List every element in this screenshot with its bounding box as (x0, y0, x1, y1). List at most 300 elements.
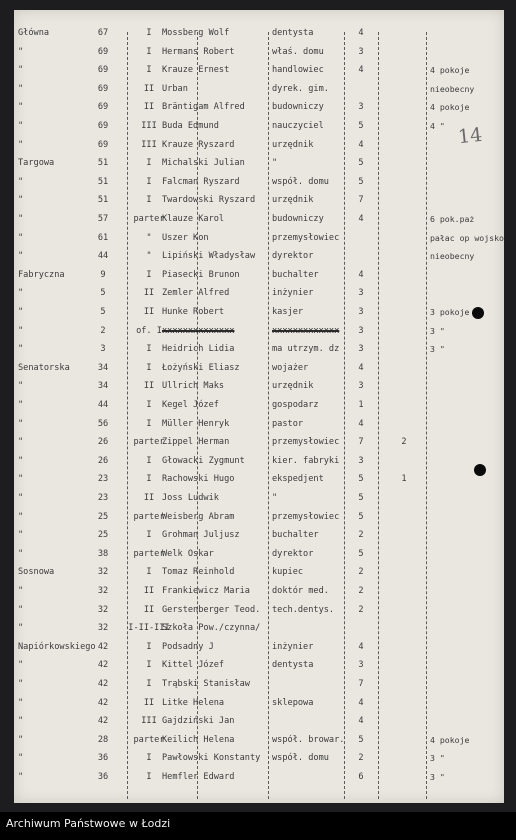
floor-cell: I (146, 772, 152, 782)
table-row (14, 396, 504, 415)
note-cell: 4 pokoje (430, 65, 470, 76)
floor-cell: parter (133, 214, 165, 224)
table-row (14, 675, 504, 694)
resident-name-cell: Kittel Józef (162, 660, 225, 671)
house-number-cell: 5 (100, 288, 106, 299)
floor-cell: II (143, 697, 155, 708)
floor-cell: I (146, 567, 152, 578)
persons-count-cell: 6 (358, 772, 364, 782)
house-number-cell: 36 (97, 772, 109, 782)
note-cell: pałac op wojsko (430, 232, 504, 243)
persons-count-cell: 3 (358, 307, 364, 317)
table-row (14, 377, 504, 396)
street-cell: Senatorska (18, 362, 70, 373)
floor-cell: parter (133, 437, 165, 448)
table-row (14, 545, 504, 564)
persons-count-cell: 5 (358, 121, 364, 131)
resident-name-cell: Ullrich Maks (162, 381, 225, 392)
occupation-cell: dentysta (272, 28, 314, 38)
table-row (14, 61, 504, 80)
street-cell: Sosnowa (18, 567, 55, 578)
floor-cell: III (141, 139, 157, 150)
house-number-cell: 69 (97, 65, 109, 76)
table-row (14, 489, 504, 508)
resident-name-cell: Piasecki Brunon (162, 269, 240, 280)
occupation-cell: xxxxxxxxxxxxx (272, 325, 340, 336)
resident-name-cell: Urban (162, 83, 188, 94)
occupation-cell: współ. domu (272, 753, 329, 764)
street-cell: " (18, 102, 24, 113)
resident-name-cell: Hemfler Edward (162, 772, 235, 782)
persons-count-cell: 3 (358, 102, 364, 113)
street-cell: " (18, 493, 24, 503)
floor-cell: II (143, 307, 155, 317)
persons-count-cell: 5 (358, 511, 364, 522)
note-cell: 3 " (430, 344, 445, 355)
occupation-cell: gospodarz (272, 400, 319, 410)
house-number-cell: 67 (97, 28, 109, 38)
house-number-cell: 2 (100, 325, 106, 336)
occupation-cell: budowniczy (272, 214, 324, 224)
house-number-cell: 26 (97, 455, 109, 466)
floor-cell: I (146, 362, 152, 373)
street-cell: Napiórkowskiego (18, 641, 96, 652)
resident-name-cell: Falcman Ryszard (162, 176, 240, 187)
floor-cell: I (146, 400, 152, 410)
house-number-cell: 51 (97, 158, 109, 169)
occupation-cell: dyrektor (272, 251, 314, 262)
persons-count-cell: 5 (358, 176, 364, 187)
persons-count-cell: 7 (358, 437, 364, 448)
street-cell: " (18, 734, 24, 745)
table-row (14, 117, 504, 136)
persons-count-cell: 1 (358, 400, 364, 410)
table-row (14, 24, 504, 43)
resident-name-cell: Twardowski Ryszard (162, 195, 256, 206)
persons-count-cell: 4 (358, 214, 364, 224)
occupation-cell: dentysta (272, 660, 314, 671)
table-row (14, 731, 504, 750)
table-row (14, 638, 504, 657)
table-row (14, 601, 504, 620)
street-cell: " (18, 586, 24, 596)
house-number-cell: 26 (97, 437, 109, 448)
house-number-cell: 57 (97, 214, 109, 224)
occupation-cell: ekspedjent (272, 474, 324, 485)
house-number-cell: 69 (97, 46, 109, 57)
table-row (14, 266, 504, 285)
occupation-cell: kasjer (272, 307, 304, 317)
note-cell: 3 pokoje (430, 307, 470, 317)
persons-count-cell: 5 (358, 734, 364, 745)
resident-name-cell: Głowacki Zygmunt (162, 455, 245, 466)
extra-count-cell: 2 (401, 437, 407, 448)
floor-cell: parter (133, 511, 165, 522)
occupation-cell: przemysłowiec (272, 232, 340, 243)
street-cell: " (18, 474, 24, 485)
street-cell: " (18, 623, 24, 634)
street-cell: " (18, 121, 24, 131)
persons-count-cell: 3 (358, 381, 364, 392)
table-row (14, 508, 504, 527)
persons-count-cell: 2 (358, 604, 364, 615)
note-cell: 4 " (430, 121, 445, 131)
street-cell: Targowa (18, 158, 55, 169)
occupation-cell: urzędnik (272, 381, 314, 392)
occupation-cell: przemysłowiec (272, 437, 340, 448)
table-row (14, 749, 504, 768)
persons-count-cell: 2 (358, 753, 364, 764)
house-number-cell: 61 (97, 232, 109, 243)
floor-cell: II (143, 102, 155, 113)
house-number-cell: 25 (97, 511, 109, 522)
persons-count-cell: 3 (358, 46, 364, 57)
house-number-cell: 23 (97, 474, 109, 485)
resident-name-cell: Gajdziński Jan (162, 716, 235, 727)
table-row (14, 470, 504, 489)
resident-name-cell: Welk Oskar (162, 548, 214, 559)
persons-count-cell: 4 (358, 641, 364, 652)
floor-cell: parter (133, 548, 165, 559)
house-number-cell: 9 (100, 269, 106, 280)
resident-name-cell: Weisberg Abram (162, 511, 235, 522)
house-number-cell: 51 (97, 176, 109, 187)
table-row (14, 694, 504, 713)
resident-name-cell: Tomaz Reinhold (162, 567, 235, 578)
table-row (14, 415, 504, 434)
occupation-cell: wojażer (272, 362, 309, 373)
persons-count-cell: 3 (358, 455, 364, 466)
extra-count-cell: 1 (401, 474, 407, 485)
resident-name-cell: Klauze Karol (162, 214, 225, 224)
resident-name-cell: Szkoła Pow./czynna/ (162, 623, 261, 634)
occupation-cell: dyrek. gim. (272, 83, 329, 94)
table-row (14, 433, 504, 452)
resident-name-cell: Müller Henryk (162, 418, 230, 429)
occupation-cell: współ. domu (272, 176, 329, 187)
persons-count-cell: 2 (358, 530, 364, 541)
occupation-cell: inżynier (272, 288, 314, 299)
resident-name-cell: Podsadny J (162, 641, 214, 652)
floor-cell: parter (133, 734, 165, 745)
street-cell: " (18, 660, 24, 671)
street-cell: " (18, 697, 24, 708)
persons-count-cell: 4 (358, 139, 364, 150)
persons-count-cell: 3 (358, 325, 364, 336)
persons-count-cell: 2 (358, 586, 364, 596)
floor-cell: III (141, 716, 157, 727)
street-cell: " (18, 176, 24, 187)
occupation-cell: buchalter (272, 530, 319, 541)
floor-cell: I (146, 660, 152, 671)
house-number-cell: 42 (97, 641, 109, 652)
resident-name-cell: Hermans Robert (162, 46, 235, 57)
floor-cell: I (146, 418, 152, 429)
occupation-cell: urzędnik (272, 139, 314, 150)
occupation-cell: pastor (272, 418, 304, 429)
floor-cell: I (146, 176, 152, 187)
occupation-cell: nauczyciel (272, 121, 324, 131)
persons-count-cell: 3 (358, 344, 364, 355)
resident-name-cell: Zippel Herman (162, 437, 230, 448)
occupation-cell: sklepowa (272, 697, 314, 708)
occupation-cell: współ. browar. (272, 734, 345, 745)
street-cell: Główna (18, 28, 50, 38)
table-row (14, 582, 504, 601)
floor-cell: I (146, 679, 152, 689)
persons-count-cell: 4 (358, 418, 364, 429)
persons-count-cell: 4 (358, 362, 364, 373)
archive-footer-bar (0, 812, 516, 840)
handwritten-page-number: 14 (456, 123, 484, 149)
persons-count-cell: 4 (358, 28, 364, 38)
occupation-cell: kupiec (272, 567, 304, 578)
house-number-cell: 69 (97, 83, 109, 94)
note-cell: 3 " (430, 325, 445, 336)
house-number-cell: 34 (97, 362, 109, 373)
street-cell: " (18, 679, 24, 689)
persons-count-cell: 5 (358, 548, 364, 559)
house-number-cell: 5 (100, 307, 106, 317)
resident-name-cell: Frankiewicz Maria (162, 586, 250, 596)
note-cell: 3 " (430, 753, 445, 764)
persons-count-cell: 7 (358, 195, 364, 206)
floor-cell: I (146, 195, 152, 206)
archive-name: Archiwum Państwowe w Łodzi (6, 817, 171, 830)
street-cell: " (18, 716, 24, 727)
note-cell: 4 pokoje (430, 734, 470, 745)
floor-cell: I (146, 641, 152, 652)
table-row (14, 284, 504, 303)
resident-name-cell: Gerstenberger Teod. (162, 604, 261, 615)
street-cell: " (18, 46, 24, 57)
table-row (14, 136, 504, 155)
occupation-cell: dyrektor (272, 548, 314, 559)
note-cell: 3 " (430, 772, 445, 782)
resident-name-cell: Lipiński Władysław (162, 251, 256, 262)
house-number-cell: 3 (100, 344, 106, 355)
floor-cell: I (146, 455, 152, 466)
table-row (14, 154, 504, 173)
punch-hole (474, 464, 486, 476)
table-row (14, 656, 504, 675)
resident-name-cell: Keilich Helena (162, 734, 235, 745)
street-cell: " (18, 604, 24, 615)
table-row (14, 452, 504, 471)
street-cell: " (18, 195, 24, 206)
resident-name-cell: Kegel Józef (162, 400, 219, 410)
resident-name-cell: Hunke Robert (162, 307, 225, 317)
resident-name-cell: Zemler Alfred (162, 288, 230, 299)
persons-count-cell: 4 (358, 716, 364, 727)
street-cell: " (18, 344, 24, 355)
street-cell: " (18, 232, 24, 243)
house-number-cell: 25 (97, 530, 109, 541)
table-row (14, 303, 504, 322)
floor-cell: I (146, 753, 152, 764)
table-row (14, 43, 504, 62)
resident-name-cell: Buda Edmund (162, 121, 219, 131)
resident-name-cell: Krauze Ernest (162, 65, 230, 76)
house-number-cell: 34 (97, 381, 109, 392)
house-number-cell: 69 (97, 139, 109, 150)
resident-name-cell: Pawłowski Konstanty (162, 753, 261, 764)
persons-count-cell: 5 (358, 474, 364, 485)
table-row (14, 712, 504, 731)
floor-cell: II (143, 381, 155, 392)
occupation-cell: właś. domu (272, 46, 324, 57)
persons-count-cell: 5 (358, 158, 364, 169)
house-number-cell: 32 (97, 623, 109, 634)
occupation-cell: urzędnik (272, 195, 314, 206)
house-number-cell: 42 (97, 660, 109, 671)
floor-cell: II (143, 604, 155, 615)
house-number-cell: 32 (97, 604, 109, 615)
floor-cell: I (146, 474, 152, 485)
street-cell: " (18, 511, 24, 522)
floor-cell: I (146, 530, 152, 541)
street-cell: " (18, 400, 24, 410)
note-cell: nieobecny (430, 251, 475, 262)
house-number-cell: 69 (97, 102, 109, 113)
persons-count-cell: 3 (358, 660, 364, 671)
house-number-cell: 28 (97, 734, 109, 745)
floor-cell: of. I (136, 325, 162, 336)
house-number-cell: 56 (97, 418, 109, 429)
resident-name-cell: Krauze Ryszard (162, 139, 235, 150)
table-row (14, 98, 504, 117)
note-cell: 6 pok.paż (430, 214, 475, 224)
occupation-cell: " (272, 158, 278, 169)
floor-cell: I (146, 344, 152, 355)
floor-cell: II (143, 288, 155, 299)
house-number-cell: 69 (97, 121, 109, 131)
resident-name-cell: Bräntigam Alfred (162, 102, 245, 113)
resident-name-cell: Joss Ludwik (162, 493, 219, 503)
street-cell: " (18, 325, 24, 336)
persons-count-cell: 4 (358, 269, 364, 280)
table-row (14, 191, 504, 210)
floor-cell: I (146, 46, 152, 57)
floor-cell: " (146, 251, 152, 262)
floor-cell: I (146, 269, 152, 280)
street-cell: " (18, 381, 24, 392)
occupation-cell: handlowiec (272, 65, 324, 76)
street-cell: " (18, 83, 24, 94)
floor-cell: II (143, 586, 155, 596)
occupation-cell: inżynier (272, 641, 314, 652)
resident-name-cell: Grohman Juljusz (162, 530, 240, 541)
occupation-cell: przemysłowiec (272, 511, 340, 522)
house-number-cell: 44 (97, 251, 109, 262)
street-cell: " (18, 753, 24, 764)
occupation-cell: doktór med. (272, 586, 329, 596)
resident-name-cell: Mossberg Wolf (162, 28, 230, 38)
occupation-cell: " (272, 493, 278, 503)
occupation-cell: buchalter (272, 269, 319, 280)
street-cell: " (18, 455, 24, 466)
occupation-cell: budowniczy (272, 102, 324, 113)
table-row (14, 210, 504, 229)
table-row (14, 247, 504, 266)
table-row (14, 173, 504, 192)
persons-count-cell: 2 (358, 567, 364, 578)
resident-name-cell: Uszer Kon (162, 232, 209, 243)
street-cell: " (18, 139, 24, 150)
street-cell: " (18, 772, 24, 782)
occupation-cell: ma utrzym. dz (272, 344, 340, 355)
floor-cell: " (146, 232, 152, 243)
occupation-cell: tech.dentys. (272, 604, 335, 615)
floor-cell: I (146, 28, 152, 38)
street-cell: " (18, 307, 24, 317)
floor-cell: I (146, 158, 152, 169)
floor-cell: I-II-III (128, 623, 170, 634)
floor-cell: III (141, 121, 157, 131)
resident-name-cell: xxxxxxxxxxxxxx (162, 325, 235, 336)
persons-count-cell: 5 (358, 493, 364, 503)
street-cell: Fabryczna (18, 269, 65, 280)
house-number-cell: 42 (97, 697, 109, 708)
table-row (14, 80, 504, 99)
street-cell: " (18, 251, 24, 262)
table-row (14, 563, 504, 582)
house-number-cell: 42 (97, 716, 109, 727)
document-page (14, 10, 504, 803)
house-number-cell: 44 (97, 400, 109, 410)
street-cell: " (18, 214, 24, 224)
persons-count-cell: 3 (358, 288, 364, 299)
resident-name-cell: Litke Helena (162, 697, 225, 708)
house-number-cell: 36 (97, 753, 109, 764)
resident-name-cell: Łożyński Eliasz (162, 362, 240, 373)
note-cell: nieobecny (430, 83, 475, 94)
street-cell: " (18, 288, 24, 299)
resident-name-cell: Rachowski Hugo (162, 474, 235, 485)
table-row (14, 526, 504, 545)
table-row (14, 768, 504, 787)
floor-cell: II (143, 83, 155, 94)
street-cell: " (18, 530, 24, 541)
persons-count-cell: 4 (358, 65, 364, 76)
persons-count-cell: 7 (358, 679, 364, 689)
table-row (14, 359, 504, 378)
street-cell: " (18, 65, 24, 76)
house-number-cell: 38 (97, 548, 109, 559)
house-number-cell: 42 (97, 679, 109, 689)
house-number-cell: 32 (97, 567, 109, 578)
table-row (14, 322, 504, 341)
occupation-cell: kier. fabryki (272, 455, 340, 466)
house-number-cell: 51 (97, 195, 109, 206)
street-cell: " (18, 548, 24, 559)
street-cell: " (18, 437, 24, 448)
persons-count-cell: 4 (358, 697, 364, 708)
house-number-cell: 32 (97, 586, 109, 596)
table-row (14, 340, 504, 359)
resident-name-cell: Michalski Julian (162, 158, 245, 169)
table-row (14, 619, 504, 638)
punch-hole (472, 307, 484, 319)
floor-cell: II (143, 493, 155, 503)
floor-cell: I (146, 65, 152, 76)
table-row (14, 229, 504, 248)
resident-name-cell: Trąbski Stanisław (162, 679, 250, 689)
street-cell: " (18, 418, 24, 429)
house-number-cell: 23 (97, 493, 109, 503)
note-cell: 4 pokoje (430, 102, 470, 113)
resident-name-cell: Heidrich Lidia (162, 344, 235, 355)
